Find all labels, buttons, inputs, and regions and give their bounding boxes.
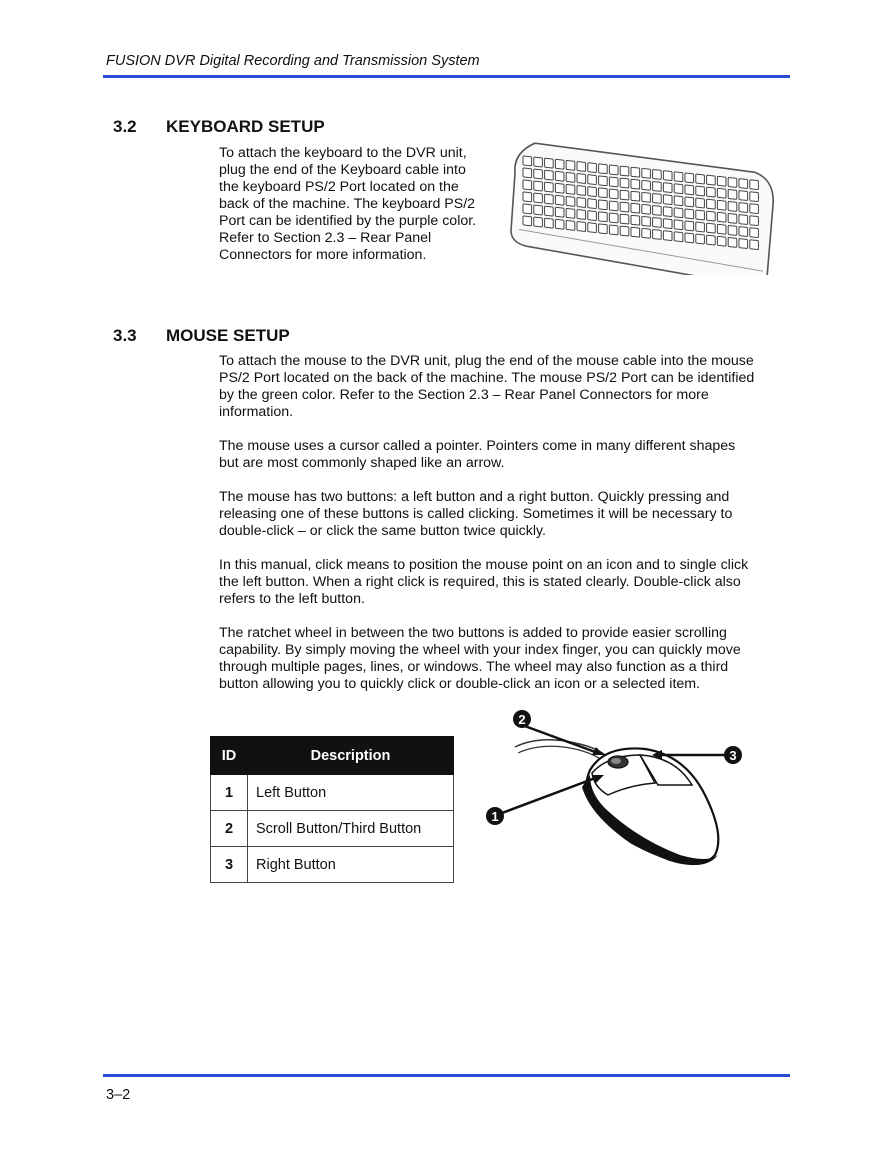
text-line: PS/2 Port located on the back of the machine. The mouse PS/2 Port can be identified	[219, 370, 755, 386]
text-line: refers to the left button.	[219, 591, 365, 607]
svg-text:2: 2	[518, 712, 526, 727]
table-header-description: Description	[248, 737, 454, 775]
table-row	[211, 847, 454, 883]
text-line: double-click – or click the same button twice quickly.	[219, 523, 546, 539]
mouse-buttons-table	[210, 736, 454, 883]
callout-2	[513, 710, 531, 728]
table-row	[211, 811, 454, 847]
mouse-paragraph-4	[219, 557, 779, 608]
text-line: capability. By simply moving the wheel with your index finger, you can quickly move	[219, 642, 741, 658]
text-line: by the green color. Refer to the Section 2.3 – Rear Panel Connectors for more	[219, 387, 709, 403]
header-rule	[103, 75, 790, 78]
text-line: The mouse has two buttons: a left button and a right button. Quickly pressing and	[219, 489, 730, 505]
section-number-mouse: 3.3	[113, 326, 137, 345]
text-line: To attach the keyboard to the DVR unit,	[219, 145, 467, 161]
mouse-image	[480, 705, 750, 870]
text-line: through multiple pages, lines, or windows. The wheel may also function as a third	[219, 659, 729, 675]
text-line: Refer to Section 2.3 – Rear Panel	[219, 230, 432, 246]
svg-text:3: 3	[729, 748, 737, 763]
table-cell-description: Right Button	[248, 847, 454, 883]
table-cell-id: 3	[211, 847, 248, 883]
text-line: The mouse uses a cursor called a pointer. Pointers come in many different shapes	[219, 438, 736, 454]
text-line: Port can be identified by the purple color.	[219, 213, 477, 229]
text-line: but are most commonly shaped like an arrow.	[219, 455, 505, 471]
mouse-paragraph-2	[219, 438, 779, 472]
section-title-mouse: MOUSE SETUP	[166, 326, 290, 345]
text-line: plug the end of the Keyboard cable into	[219, 162, 466, 178]
document-header-title: FUSION DVR Digital Recording and Transmission System	[106, 53, 480, 69]
callout-1	[486, 807, 504, 825]
text-line: the left button. When a right click is required, this is stated clearly. Double-click also	[219, 574, 741, 590]
text-line: To attach the mouse to the DVR unit, plug the end of the mouse cable into the mouse	[219, 353, 754, 369]
mouse-paragraph-3	[219, 489, 779, 540]
table-cell-id: 1	[211, 775, 248, 811]
keyboard-image	[505, 140, 780, 275]
table-row	[211, 775, 454, 811]
text-line: back of the machine. The keyboard PS/2	[219, 196, 476, 212]
page-number: 3–2	[106, 1087, 131, 1103]
keyboard-paragraph	[219, 145, 494, 264]
mouse-paragraph-5	[219, 625, 779, 693]
section-number-keyboard: 3.2	[113, 117, 137, 136]
table-header-id: ID	[211, 737, 248, 775]
text-line: In this manual, click means to position the mouse point on an icon and to single click	[219, 557, 749, 573]
text-line: button allowing you to quickly click or double-click an icon or a selected item.	[219, 676, 701, 692]
table-cell-description: Left Button	[248, 775, 454, 811]
mouse-paragraph-1	[219, 353, 779, 421]
text-line: information.	[219, 404, 294, 420]
table-cell-description: Scroll Button/Third Button	[248, 811, 454, 847]
text-line: Connectors for more information.	[219, 247, 427, 263]
table-header-row	[211, 737, 454, 775]
svg-text:1: 1	[491, 809, 499, 824]
text-line: The ratchet wheel in between the two buttons is added to provide easier scrolling	[219, 625, 727, 641]
table-cell-id: 2	[211, 811, 248, 847]
text-line: releasing one of these buttons is called clicking. Sometimes it will be necessary to	[219, 506, 733, 522]
text-line: the keyboard PS/2 Port located on the	[219, 179, 459, 195]
footer-rule	[103, 1074, 790, 1077]
section-title-keyboard: KEYBOARD SETUP	[166, 117, 325, 136]
callout-3	[724, 746, 742, 764]
